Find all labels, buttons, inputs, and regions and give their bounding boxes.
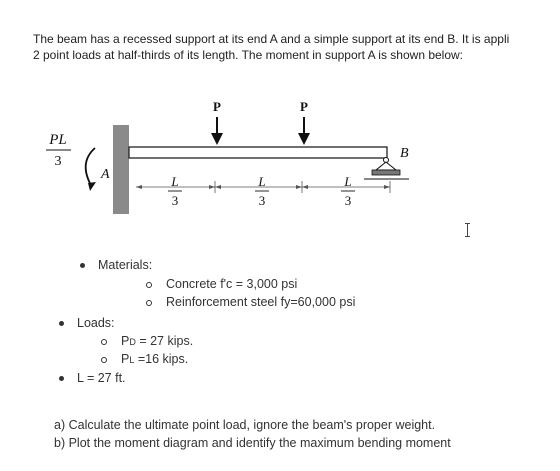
span-2-denominator: 3: [258, 193, 266, 208]
problem-statement: [33, 31, 509, 63]
roller-support-icon: [376, 162, 396, 170]
span-3-numerator: L: [344, 174, 352, 189]
materials-heading: Materials:: [98, 258, 153, 272]
problem-line-2: 2 point loads at half-thirds of its length. The moment in support A is shown below:: [33, 48, 464, 62]
span-1-denominator: 3: [171, 193, 179, 208]
length-value: L = 27 ft.: [77, 371, 126, 385]
moment-arrow-icon: [86, 148, 95, 187]
question-a: a) Calculate the ultimate point load, ignore the beam's proper weight.: [54, 418, 436, 432]
roller-base: [372, 170, 400, 175]
span-2-numerator: L: [258, 174, 266, 189]
fixed-support-wall: [113, 125, 129, 214]
load-1-label: P: [213, 99, 221, 114]
support-a-label: A: [101, 167, 110, 182]
beam: [129, 147, 387, 158]
span-1-numerator: L: [171, 174, 179, 189]
load-dead: PD = 27 kips.: [121, 334, 194, 348]
load-1-arrow-icon: [211, 133, 223, 145]
load-live: PL =16 kips.: [121, 352, 189, 366]
text-cursor-icon: [467, 223, 468, 237]
bullet-icon: [59, 321, 64, 326]
moment-numerator: PL: [49, 132, 67, 148]
loads-heading: Loads:: [77, 316, 115, 330]
materials-concrete: Concrete f'c = 3,000 psi: [166, 277, 298, 291]
sub-bullet-icon: [146, 300, 152, 306]
moment-arrowhead-icon: [88, 182, 96, 191]
problem-line-1: The beam has a recessed support at its end A and a simple support at its end B. It is appli: [33, 32, 510, 46]
support-b-label: B: [400, 146, 409, 161]
load-2-label: P: [300, 99, 308, 114]
span-3-denominator: 3: [344, 193, 352, 208]
materials-steel: Reinforcement steel fy=60,000 psi: [166, 295, 356, 309]
question-b: b) Plot the moment diagram and identify the maximum bending moment: [54, 436, 451, 450]
sub-bullet-icon: [101, 339, 107, 345]
bullet-icon: [80, 263, 85, 268]
sub-bullet-icon: [101, 357, 107, 363]
sub-bullet-icon: [146, 282, 152, 288]
moment-denominator: 3: [54, 154, 62, 169]
load-2-arrow-icon: [298, 133, 310, 145]
bullet-icon: [59, 376, 64, 381]
beam-diagram: [40, 95, 420, 220]
